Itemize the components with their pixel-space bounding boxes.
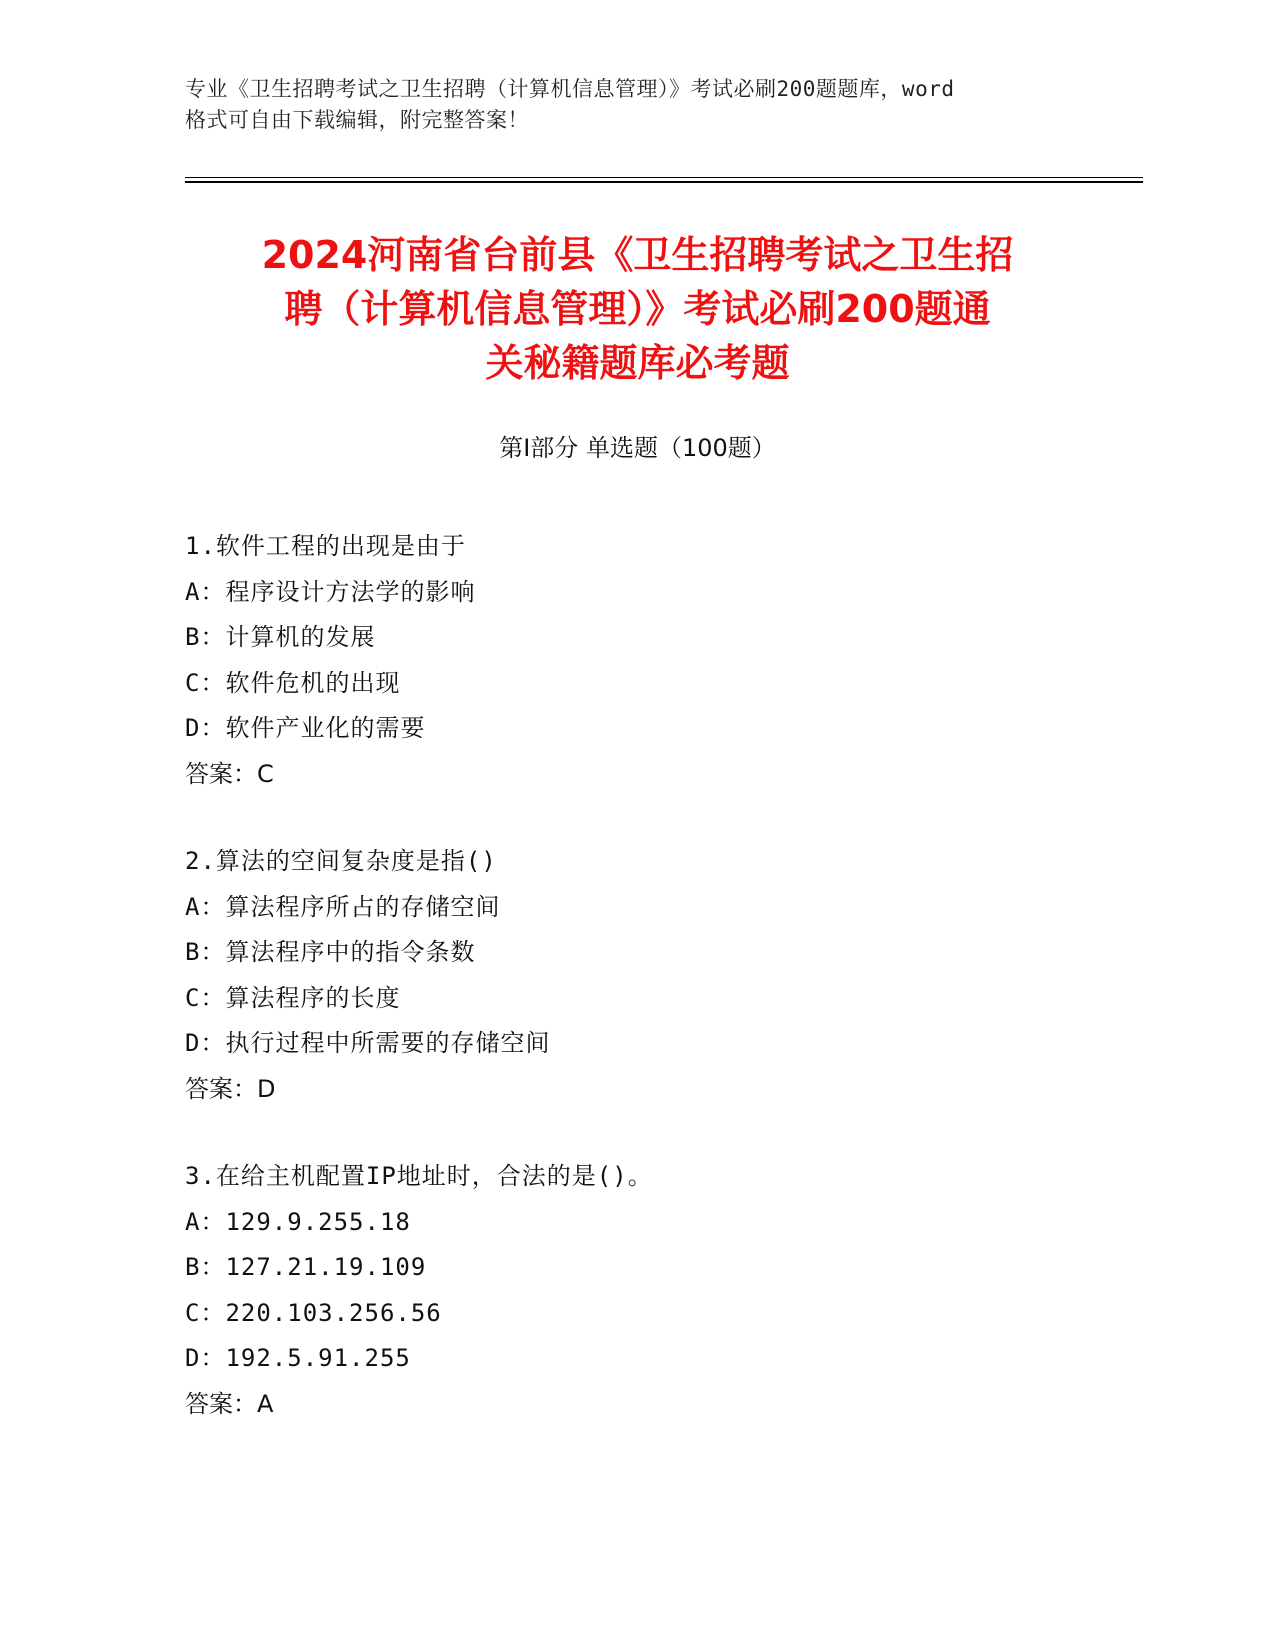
option-b: B：算法程序中的指令条数 xyxy=(185,938,476,966)
header-divider-thick xyxy=(185,181,1143,183)
answer: 答案：D xyxy=(185,1074,276,1103)
option-a: A：程序设计方法学的影响 xyxy=(185,577,476,606)
header-note-line-2: 格式可自由下载编辑，附完整答案！ xyxy=(185,108,529,132)
option-c: C：220.103.256.56 xyxy=(185,1298,442,1327)
header-note xyxy=(185,74,1085,136)
question-stem: 1.软件工程的出现是由于 xyxy=(185,532,466,560)
option-d: D：192.5.91.255 xyxy=(185,1344,411,1372)
question-1 xyxy=(185,524,1085,797)
question-2 xyxy=(185,839,1085,1112)
document-title-line-2: 聘（计算机信息管理）》考试必刷200题通 xyxy=(284,287,991,331)
question-stem: 2.算法的空间复杂度是指() xyxy=(185,847,497,875)
document-title xyxy=(150,228,1125,390)
option-d: D：软件产业化的需要 xyxy=(185,714,426,742)
option-a: A：算法程序所占的存储空间 xyxy=(185,892,501,921)
option-a: A：129.9.255.18 xyxy=(185,1207,411,1236)
question-stem: 3.在给主机配置IP地址时，合法的是()。 xyxy=(185,1162,653,1190)
answer: 答案：C xyxy=(185,759,274,788)
option-d: D：执行过程中所需要的存储空间 xyxy=(185,1029,551,1057)
option-b: B：127.21.19.109 xyxy=(185,1253,427,1281)
document-title-line-3: 关秘籍题库必考题 xyxy=(485,341,790,385)
section-heading: 第Ⅰ部分 单选题（100题） xyxy=(499,434,776,462)
document-title-line-1: 2024河南省台前县《卫生招聘考试之卫生招 xyxy=(261,233,1014,277)
question-list xyxy=(185,524,1085,1469)
header-note-line-1: 专业《卫生招聘考试之卫生招聘（计算机信息管理）》考试必刷200题题库，word xyxy=(185,77,955,101)
option-b: B：计算机的发展 xyxy=(185,623,376,651)
answer: 答案：A xyxy=(185,1389,274,1418)
option-c: C：软件危机的出现 xyxy=(185,668,401,697)
question-3 xyxy=(185,1154,1085,1427)
header-divider-thin xyxy=(185,177,1143,178)
option-c: C：算法程序的长度 xyxy=(185,983,401,1012)
